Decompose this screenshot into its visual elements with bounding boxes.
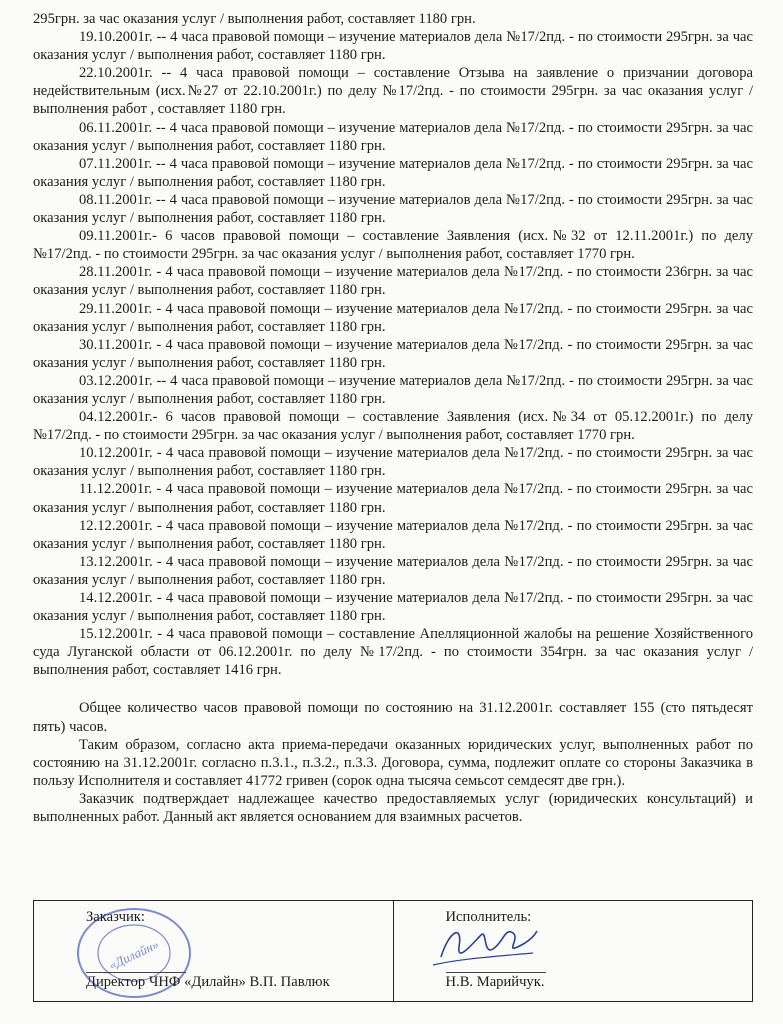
total-hours-paragraph: Общее количество часов правовой помощи по состоянию на 31.12.2001г. составляет 155 (сто пятьдесят пять) часов.: [33, 700, 753, 735]
service-entry: 15.12.2001г. - 4 часа правовой помощи – составление Апелляционной жалобы на решение Хозяйственного суда Луганской области от 06.12.2001г. по делу №17/2пд. - по стоимости 354грн. за час оказания услуг / выполнения работ, составляет 1416 грн.: [33, 626, 753, 679]
service-entry: 29.11.2001г. - 4 часа правовой помощи – изучение материалов дела №17/2пд. - по стоимости 295грн. за час оказания услуг / выполнения работ, составляет 1180 грн.: [33, 300, 753, 335]
service-entry: 22.10.2001г. -- 4 часа правовой помощи – составление Отзыва на заявление о призчании договора недействительным (исх.№27 от 22.10.2001г.) по делу №17/2пд. - по стоимости 295грн. за час оказания услуг / выполнения работ , составляет 1180 грн.: [33, 65, 753, 118]
service-entry: 11.12.2001г. - 4 часа правовой помощи – изучение материалов дела №17/2пд. - по стоимости 295грн. за час оказания услуг / выполнения работ, составляет 1180 грн.: [33, 481, 753, 516]
signature-table: [33, 900, 753, 1002]
service-entry: 12.12.2001г. - 4 часа правовой помощи – изучение материалов дела №17/2пд. - по стоимости 295грн. за час оказания услуг / выполнения работ, составляет 1180 грн.: [33, 517, 753, 552]
service-entries-list: [33, 10, 753, 679]
service-entry: 19.10.2001г. -- 4 часа правовой помощи – изучение материалов дела №17/2пд. - по стоимости 295грн. за час оказания услуг / выполнения работ, составляет 1180 грн.: [33, 29, 753, 64]
contractor-signature-line: [446, 972, 546, 973]
customer-signature-cell: [34, 901, 393, 1001]
customer-label: Заказчик:: [86, 909, 145, 925]
service-entry: 10.12.2001г. - 4 часа правовой помощи – изучение материалов дела №17/2пд. - по стоимости 295грн. за час оказания услуг / выполнения работ, составляет 1180 грн.: [33, 445, 753, 480]
service-entry: 14.12.2001г. - 4 часа правовой помощи – изучение материалов дела №17/2пд. - по стоимости 295грн. за час оказания услуг / выполнения работ, составляет 1180 грн.: [33, 590, 753, 625]
service-entry: 09.11.2001г.- 6 часов правовой помощи – составление Заявления (исх.№32 от 12.11.2001г.) по делу №17/2пд. - по стоимости 295грн. за час оказания услуг / выполнения работ, составляет 1770 грн.: [33, 228, 753, 263]
confirmation-paragraph: Заказчик подтверждает надлежащее качество предоставляемых услуг (юридических консультаций) и выполненных работ. Данный акт является основанием для взаимных расчетов.: [33, 790, 753, 826]
payment-paragraph: Таким образом, согласно акта приема-передачи оказанных юридических услуг, выполненных работ по состоянию на 31.12.2001г. согласно п.3.1., п.3.2., п.3.3. Договора, сумма, подлежит оплате со стороны Заказчика в пользу Исполнителя и составляет 41772 гривен (сорок одна тысяча семьсот семдесят две грн.).: [33, 736, 753, 789]
service-entry: 06.11.2001г. -- 4 часа правовой помощи – изучение материалов дела №17/2пд. - по стоимости 295грн. за час оказания услуг / выполнения работ, составляет 1180 грн.: [33, 119, 753, 154]
service-entry: 13.12.2001г. - 4 часа правовой помощи – изучение материалов дела №17/2пд. - по стоимости 295грн. за час оказания услуг / выполнения работ, составляет 1180 грн.: [33, 553, 753, 588]
stamp-inner-text: «Дилайн»: [106, 936, 162, 973]
service-entry: 28.11.2001г. - 4 часа правовой помощи – изучение материалов дела №17/2пд. - по стоимости 236грн. за час оказания услуг / выполнения работ, составляет 1180 грн.: [33, 264, 753, 299]
service-entry: 03.12.2001г. -- 4 часа правовой помощи – изучение материалов дела №17/2пд. - по стоимости 295грн. за час оказания услуг / выполнения работ, составляет 1180 грн.: [33, 372, 753, 407]
contractor-label: Исполнитель:: [445, 909, 532, 925]
customer-signature-line: [86, 972, 186, 973]
service-entry: 08.11.2001г. -- 4 часа правовой помощи – изучение материалов дела №17/2пд. - по стоимости 295грн. за час оказания услуг / выполнения работ, составляет 1180 грн.: [33, 191, 753, 227]
service-entry: 07.11.2001г. -- 4 часа правовой помощи – изучение материалов дела №17/2пд. - по стоимости 295грн. за час оказания услуг / выполнения работ, составляет 1180 грн.: [33, 155, 753, 190]
customer-name: Директор ЧНФ «Дилайн» В.П. Павлюк: [86, 974, 330, 990]
contractor-name: Н.В. Марийчук.: [445, 974, 545, 990]
service-entry: 295грн. за час оказания услуг / выполнения работ, составляет 1180 грн.: [33, 11, 476, 27]
service-entry: 30.11.2001г. - 4 часа правовой помощи – изучение материалов дела №17/2пд. - по стоимости 295грн. за час оказания услуг / выполнения работ, составляет 1180 грн.: [33, 336, 753, 371]
contractor-signature-cell: [393, 901, 753, 1001]
service-entry: 04.12.2001г.- 6 часов правовой помощи – составление Заявления (исх.№34 от 05.12.2001г.) по делу №17/2пд. - по стоимости 295грн. за час оказания услуг / выполнения работ, составляет 1770 грн.: [33, 409, 753, 444]
